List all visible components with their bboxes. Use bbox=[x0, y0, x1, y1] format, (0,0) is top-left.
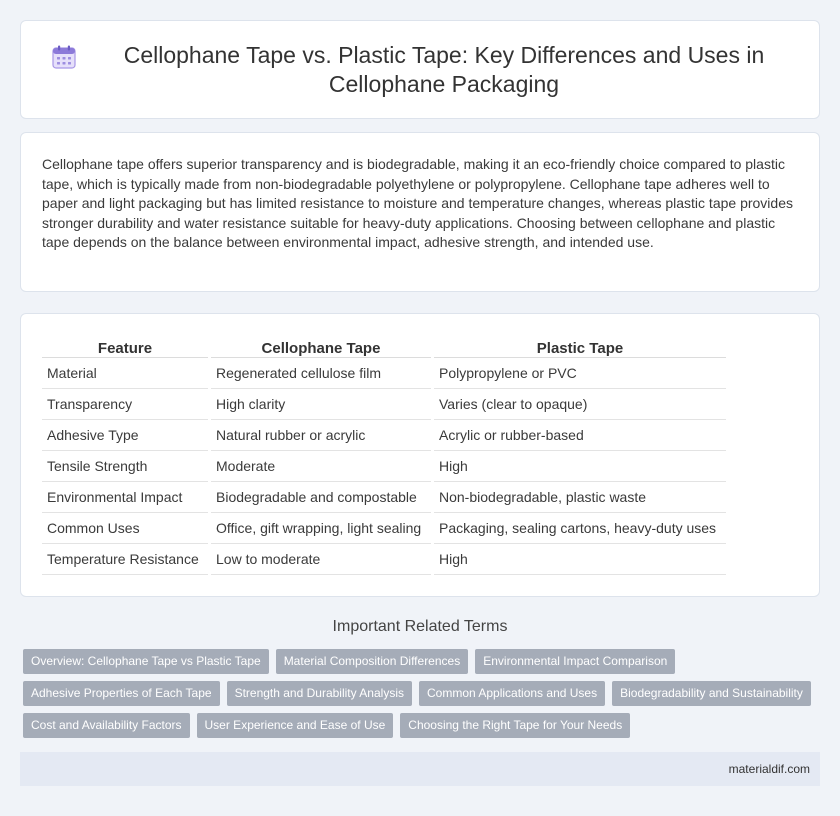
feature-cell: Environmental Impact bbox=[42, 482, 208, 513]
plastic-cell: Non-biodegradable, plastic waste bbox=[434, 482, 726, 513]
column-header-plastic-tape: Plastic Tape bbox=[434, 334, 726, 358]
related-term-tag[interactable]: Common Applications and Uses bbox=[419, 681, 605, 706]
related-term-tag[interactable]: Adhesive Properties of Each Tape bbox=[23, 681, 220, 706]
header bbox=[21, 21, 819, 118]
related-terms-tags bbox=[23, 649, 823, 745]
cellophane-cell: Low to moderate bbox=[211, 544, 431, 575]
header-card bbox=[20, 20, 820, 119]
footer-site-link[interactable]: materialdif.com bbox=[728, 762, 810, 776]
column-header-feature: Feature bbox=[42, 334, 208, 358]
plastic-cell: High bbox=[434, 544, 726, 575]
feature-cell: Temperature Resistance bbox=[42, 544, 208, 575]
feature-cell: Transparency bbox=[42, 389, 208, 420]
feature-cell: Common Uses bbox=[42, 513, 208, 544]
table-row bbox=[42, 420, 726, 451]
table-row bbox=[42, 544, 726, 575]
comparison-table bbox=[39, 334, 729, 575]
related-term-tag[interactable]: Choosing the Right Tape for Your Needs bbox=[400, 713, 630, 738]
table-row bbox=[42, 482, 726, 513]
cellophane-cell: Office, gift wrapping, light sealing bbox=[211, 513, 431, 544]
table-header-row bbox=[42, 334, 726, 358]
cellophane-cell: Moderate bbox=[211, 451, 431, 482]
related-term-tag[interactable]: Material Composition Differences bbox=[276, 649, 469, 674]
table-row bbox=[42, 451, 726, 482]
plastic-cell: Acrylic or rubber-based bbox=[434, 420, 726, 451]
cellophane-cell: High clarity bbox=[211, 389, 431, 420]
cellophane-cell: Regenerated cellulose film bbox=[211, 358, 431, 389]
page-title: Cellophane Tape vs. Plastic Tape: Key Differences and Uses in Cellophane Packaging bbox=[123, 41, 765, 97]
plastic-cell: Polypropylene or PVC bbox=[434, 358, 726, 389]
related-term-tag[interactable]: Overview: Cellophane Tape vs Plastic Tape bbox=[23, 649, 269, 674]
summary-card bbox=[20, 132, 820, 292]
table-row bbox=[42, 513, 726, 544]
table-row bbox=[42, 358, 726, 389]
summary-text: Cellophane tape offers superior transparency and is biodegradable, making it an eco-friendly choice compared to plastic tape, which is typically made from non-biodegradable polyethylene or polypropylene. Cellophane tape adheres well to paper and light packaging but has limited resistance to moisture and temperature changes, whereas plastic tape provides stronger durability and water resistance suitable for heavy-duty applications. Choosing between cellophane and plastic tape depends on the balance between environmental impact, adhesive strength, and intended use. bbox=[42, 156, 793, 250]
related-terms-title: Important Related Terms bbox=[332, 618, 508, 635]
feature-cell: Material bbox=[42, 358, 208, 389]
table-row bbox=[42, 389, 726, 420]
plastic-cell: Varies (clear to opaque) bbox=[434, 389, 726, 420]
calendar-icon bbox=[51, 44, 77, 70]
feature-cell: Adhesive Type bbox=[42, 420, 208, 451]
related-term-tag[interactable]: Environmental Impact Comparison bbox=[475, 649, 675, 674]
footer bbox=[20, 752, 820, 786]
related-term-tag[interactable]: Biodegradability and Sustainability bbox=[612, 681, 811, 706]
plastic-cell: High bbox=[434, 451, 726, 482]
column-header-cellophane-tape: Cellophane Tape bbox=[211, 334, 431, 358]
cellophane-cell: Natural rubber or acrylic bbox=[211, 420, 431, 451]
feature-cell: Tensile Strength bbox=[42, 451, 208, 482]
related-term-tag[interactable]: Strength and Durability Analysis bbox=[227, 681, 412, 706]
tag-row bbox=[23, 713, 823, 738]
tag-row bbox=[23, 681, 823, 706]
cellophane-cell: Biodegradable and compostable bbox=[211, 482, 431, 513]
comparison-table-card bbox=[20, 313, 820, 597]
related-term-tag[interactable]: Cost and Availability Factors bbox=[23, 713, 190, 738]
related-term-tag[interactable]: User Experience and Ease of Use bbox=[197, 713, 394, 738]
tag-row bbox=[23, 649, 823, 674]
plastic-cell: Packaging, sealing cartons, heavy-duty uses bbox=[434, 513, 726, 544]
